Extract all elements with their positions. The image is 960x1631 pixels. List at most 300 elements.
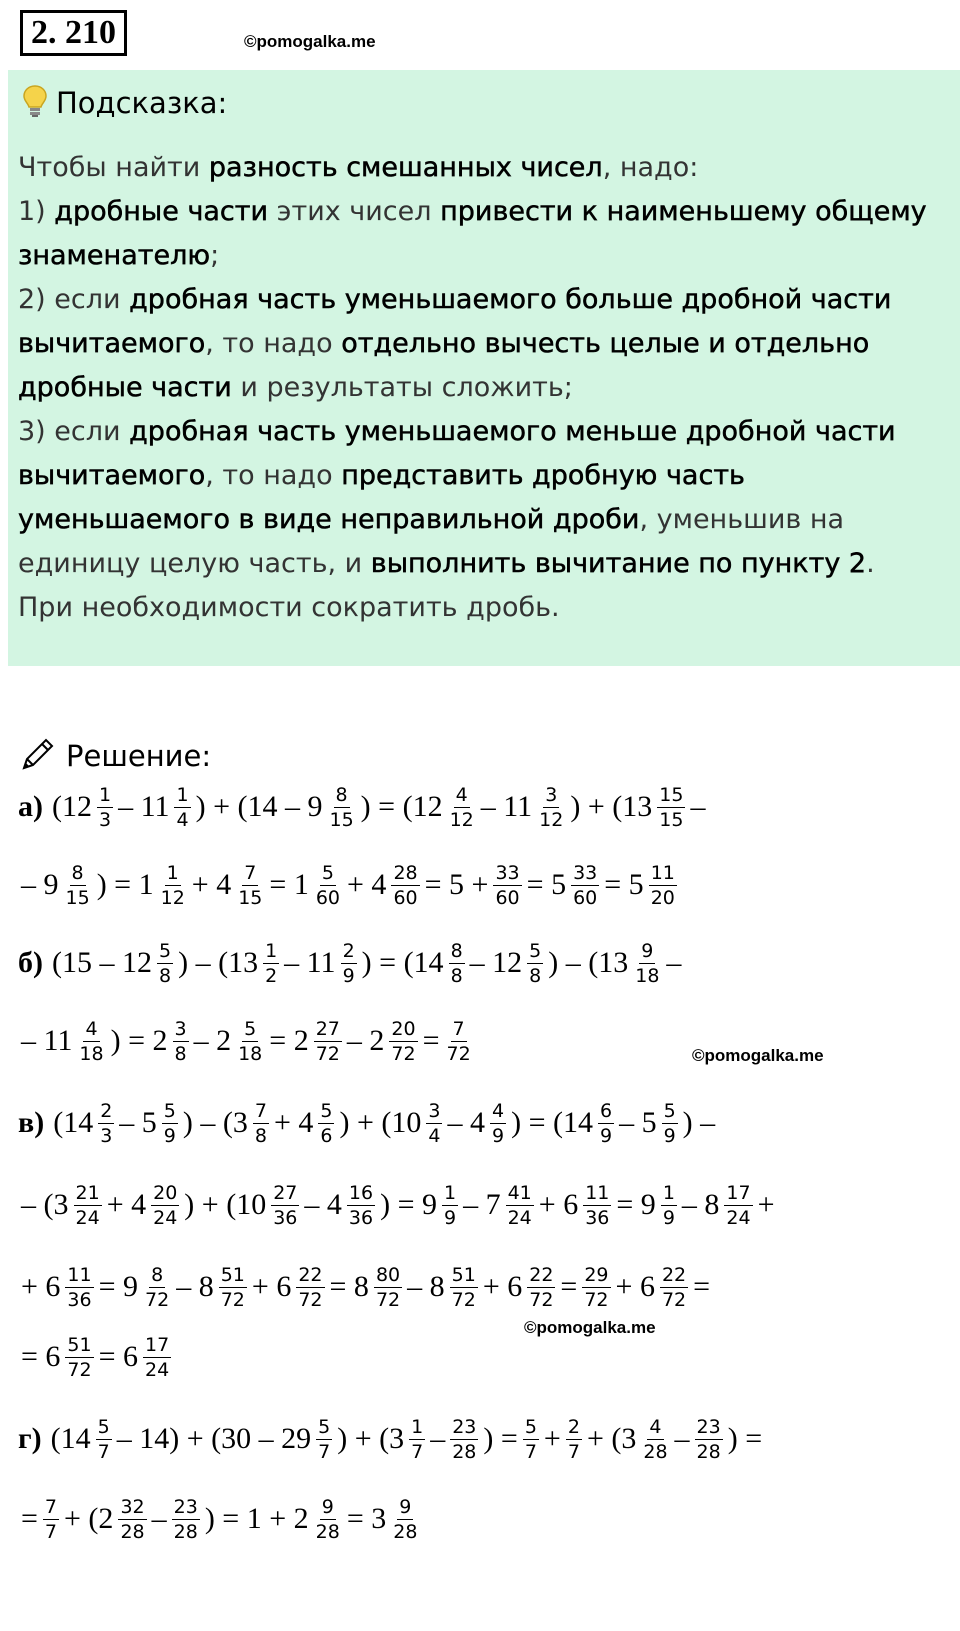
math-text: ) = 9: [380, 1188, 437, 1221]
math-text: – 2: [193, 1024, 232, 1057]
denominator: 4: [428, 1124, 441, 1147]
math-text: – 4: [447, 1106, 485, 1139]
hint-text: , уменьшив на единицу целую часть, и: [18, 504, 845, 579]
math-text: + 6: [615, 1270, 655, 1303]
denominator: 8: [529, 964, 542, 987]
fraction: [724, 1181, 752, 1230]
denominator: 72: [220, 1288, 245, 1311]
solution-line: [18, 1484, 421, 1554]
numerator: 28: [393, 861, 418, 884]
fraction: [263, 939, 279, 988]
fraction: [314, 861, 342, 910]
hint-step-3: [18, 410, 948, 586]
denominator: 60: [393, 886, 418, 909]
fraction: [374, 1263, 402, 1312]
fraction: [162, 1099, 178, 1148]
fraction: [157, 939, 173, 988]
hint-text: этих чисел: [268, 196, 441, 227]
hint-step-1: [18, 190, 948, 278]
denominator: 12: [160, 886, 185, 909]
numerator: 27: [273, 1181, 298, 1204]
denominator: 28: [120, 1520, 145, 1543]
solution-line: [18, 1006, 475, 1076]
fraction: [527, 939, 543, 988]
fraction: [582, 1263, 610, 1312]
numerator: 8: [450, 939, 463, 962]
hint-emphasis: привести к наименьшему общему знаменателю: [18, 196, 927, 271]
math-text: (14: [53, 1106, 94, 1139]
fraction: [571, 861, 599, 910]
math-text: ) = 1 + 2: [204, 1502, 309, 1535]
numerator: 33: [573, 861, 598, 884]
fraction: [649, 861, 677, 910]
numerator: 27: [315, 1017, 340, 1040]
fraction: [318, 1099, 334, 1148]
fraction: [506, 1181, 534, 1230]
math-text: =: [693, 1270, 711, 1303]
numerator: 8: [335, 783, 348, 806]
math-text: – 8: [681, 1188, 720, 1221]
fraction: [661, 1181, 677, 1230]
solution-title: Решение:: [66, 739, 212, 773]
math-text: + 6: [482, 1270, 523, 1303]
denominator: 18: [238, 1042, 263, 1065]
math-text: ) –: [682, 1106, 716, 1139]
math-text: = 5: [526, 868, 567, 901]
fraction: [97, 783, 113, 832]
math-text: –: [666, 946, 682, 979]
numerator: 29: [584, 1263, 609, 1286]
math-text: (15 – 12: [52, 946, 152, 979]
hint-emphasis: дробная часть уменьшаемого меньше дробной части вычитаемого: [18, 416, 896, 491]
fraction: [537, 783, 565, 832]
numerator: 20: [391, 1017, 416, 1040]
math-text: – 8: [407, 1270, 445, 1303]
denominator: 28: [643, 1440, 668, 1463]
math-text: = 3: [346, 1502, 387, 1535]
fraction: [583, 1181, 611, 1230]
denominator: 72: [451, 1288, 476, 1311]
fraction: [490, 1099, 506, 1148]
math-text: ) = 2: [110, 1024, 168, 1057]
hint-text: 2) если: [18, 284, 130, 315]
math-text: (12: [52, 790, 92, 823]
denominator: 72: [584, 1288, 609, 1311]
math-text: = 5: [604, 868, 644, 901]
numerator: 20: [153, 1181, 178, 1204]
fraction: [236, 1017, 264, 1066]
math-text: – 14) + (30 – 29: [116, 1422, 312, 1455]
math-text: – (3: [21, 1188, 69, 1221]
math-text: –: [430, 1422, 446, 1455]
numerator: 51: [451, 1263, 476, 1286]
numerator: 22: [529, 1263, 554, 1286]
fraction: [253, 1099, 269, 1148]
watermark: ©pomogalka.me: [692, 1046, 824, 1065]
denominator: 18: [79, 1042, 104, 1065]
math-text: – 4: [304, 1188, 342, 1221]
fraction: [660, 1263, 688, 1312]
solution-line: [18, 1252, 713, 1322]
math-text: =: [560, 1270, 578, 1303]
hint-text: и результаты сложить;: [231, 372, 573, 403]
numerator: 41: [507, 1181, 532, 1204]
fraction: [695, 1415, 723, 1464]
hint-emphasis: отдельно вычесть целые и отдельно дробные части: [18, 328, 870, 403]
numerator: 15: [659, 783, 684, 806]
numerator: 9: [399, 1495, 412, 1518]
denominator: 72: [391, 1042, 416, 1065]
fraction: [143, 1333, 171, 1382]
denominator: 28: [315, 1520, 340, 1543]
solution-line: [18, 772, 708, 842]
numerator: 1: [176, 783, 189, 806]
hint-text: , то надо: [205, 328, 342, 359]
math-text: +: [757, 1188, 775, 1221]
math-text: – 11: [480, 790, 533, 823]
math-text: = 9: [98, 1270, 139, 1303]
fraction: [77, 1017, 105, 1066]
math-text: + 6: [251, 1270, 292, 1303]
denominator: 7: [567, 1440, 580, 1463]
fraction: [523, 1415, 539, 1464]
numerator: 32: [120, 1495, 145, 1518]
fraction: [391, 861, 419, 910]
fraction: [296, 1263, 324, 1312]
fraction: [236, 861, 264, 910]
watermark: ©pomogalka.me: [524, 1318, 656, 1337]
numerator: 3: [428, 1099, 441, 1122]
denominator: 18: [635, 964, 660, 987]
denominator: 28: [452, 1440, 477, 1463]
fraction: [633, 939, 661, 988]
math-text: = 2: [269, 1024, 309, 1057]
numerator: 51: [67, 1333, 92, 1356]
denominator: 7: [411, 1440, 424, 1463]
denominator: 72: [315, 1042, 340, 1065]
denominator: 7: [524, 1440, 537, 1463]
math-text: ) – (13: [178, 946, 259, 979]
denominator: 9: [163, 1124, 176, 1147]
fraction: [118, 1495, 146, 1544]
numerator: 11: [585, 1181, 610, 1204]
numerator: 7: [44, 1495, 58, 1518]
denominator: 72: [446, 1042, 471, 1065]
fraction: [219, 1263, 247, 1312]
numerator: 6: [599, 1099, 613, 1122]
math-text: ) = (14: [511, 1106, 593, 1139]
fraction: [271, 1181, 299, 1230]
numerator: 1: [265, 939, 278, 962]
numerator: 1: [444, 1181, 457, 1204]
math-text: – 5: [619, 1106, 657, 1139]
fraction: [450, 1263, 478, 1312]
hint-emphasis: представить дробную часть уменьшаемого в виде неправильной дроби: [18, 460, 745, 535]
math-text: ) = (12: [360, 790, 443, 823]
denominator: 12: [449, 808, 474, 831]
numerator: 5: [318, 1415, 331, 1438]
fraction: [74, 1181, 102, 1230]
hint-text: , надо:: [602, 152, 699, 183]
denominator: 24: [726, 1206, 751, 1229]
hint-text: , то надо: [205, 460, 342, 491]
denominator: 7: [44, 1520, 58, 1543]
denominator: 8: [450, 964, 463, 987]
numerator: 23: [452, 1415, 477, 1438]
math-text: ) + (10: [339, 1106, 422, 1139]
math-text: = 6: [21, 1340, 61, 1373]
numerator: 2: [100, 1099, 113, 1122]
denominator: 7: [97, 1440, 110, 1463]
math-text: + (3: [586, 1422, 637, 1455]
lightbulb-icon: [22, 84, 48, 122]
math-text: –: [151, 1502, 167, 1535]
fraction: [426, 1099, 442, 1148]
numerator: 8: [71, 861, 84, 884]
fraction: [662, 1099, 678, 1148]
denominator: 9: [599, 1124, 613, 1147]
fraction: [151, 1181, 179, 1230]
math-text: ) + (14 – 9: [195, 790, 323, 823]
numerator: 4: [491, 1099, 505, 1122]
denominator: 72: [67, 1358, 92, 1381]
numerator: 9: [641, 939, 654, 962]
hint-title: Подсказка:: [56, 86, 228, 120]
fraction: [442, 1181, 458, 1230]
item-label: а): [18, 790, 43, 823]
math-text: + 4: [273, 1106, 314, 1139]
item-label: б): [18, 946, 43, 979]
math-text: ) + (10: [184, 1188, 267, 1221]
fraction: [172, 1495, 200, 1544]
denominator: 2: [265, 964, 278, 987]
denominator: 15: [329, 808, 354, 831]
numerator: 16: [348, 1181, 374, 1204]
numerator: 22: [661, 1263, 687, 1286]
math-text: ) + (3: [337, 1422, 405, 1455]
math-text: – 7: [463, 1188, 501, 1221]
math-text: = 1: [269, 868, 309, 901]
math-text: =: [422, 1024, 440, 1057]
numerator: 3: [174, 1017, 187, 1040]
solution-line: [18, 850, 679, 920]
math-text: = 9: [616, 1188, 656, 1221]
denominator: 15: [65, 886, 90, 909]
numerator: 5: [320, 1099, 333, 1122]
math-text: + 4: [347, 868, 387, 901]
numerator: 33: [495, 861, 520, 884]
math-text: ) + (13: [570, 790, 653, 823]
fraction: [450, 1415, 478, 1464]
math-text: = 8: [329, 1270, 369, 1303]
numerator: 17: [726, 1181, 751, 1204]
numerator: 1: [99, 783, 112, 806]
numerator: 1: [662, 1181, 675, 1204]
hint-text: 1): [18, 196, 55, 227]
denominator: 7: [318, 1440, 331, 1463]
math-text: ) = (14: [361, 946, 444, 979]
fraction: [341, 939, 357, 988]
fraction: [391, 1495, 419, 1544]
math-text: =: [21, 1502, 38, 1535]
denominator: 9: [342, 964, 355, 987]
numerator: 51: [220, 1263, 245, 1286]
denominator: 28: [393, 1520, 418, 1543]
denominator: 72: [661, 1288, 687, 1311]
denominator: 4: [176, 808, 189, 831]
hint-emphasis: разность смешанных чисел: [208, 152, 603, 183]
math-text: + (2: [64, 1502, 114, 1535]
fraction: [347, 1181, 375, 1230]
math-text: – 11: [21, 1024, 73, 1057]
fraction: [327, 783, 355, 832]
fraction: [314, 1495, 342, 1544]
math-text: ) = 1: [96, 868, 154, 901]
denominator: 8: [159, 964, 172, 987]
denominator: 9: [491, 1124, 505, 1147]
fraction: [598, 1099, 614, 1148]
math-text: ) =: [727, 1422, 763, 1455]
denominator: 6: [320, 1124, 333, 1147]
solution-line: [18, 1170, 778, 1240]
math-text: +: [543, 1422, 561, 1455]
math-text: –: [690, 790, 706, 823]
numerator: 23: [173, 1495, 198, 1518]
hint-emphasis: дробная часть уменьшаемого больше дробной части вычитаемого: [18, 284, 892, 359]
denominator: 72: [375, 1288, 401, 1311]
fraction: [43, 1495, 59, 1544]
denominator: 72: [529, 1288, 554, 1311]
math-text: + 6: [538, 1188, 579, 1221]
fraction: [143, 1263, 171, 1312]
hint-paragraph: [18, 146, 948, 190]
hint-step-2: [18, 278, 948, 410]
fraction: [65, 1333, 93, 1382]
denominator: 12: [539, 808, 564, 831]
numerator: 21: [75, 1181, 100, 1204]
solution-line: [18, 1322, 173, 1392]
math-text: –: [674, 1422, 690, 1455]
denominator: 3: [99, 808, 112, 831]
math-text: – 11: [284, 946, 336, 979]
hint-emphasis: дробные части: [54, 196, 269, 227]
fraction: [98, 1099, 114, 1148]
numerator: 2: [567, 1415, 580, 1438]
task-number: 2. 210: [20, 10, 127, 56]
solution-line: [18, 1404, 765, 1474]
hint-emphasis: выполнить вычитание по пункту 2: [370, 548, 867, 579]
numerator: 8: [151, 1263, 164, 1286]
math-text: – 2: [346, 1024, 385, 1057]
denominator: 15: [238, 886, 263, 909]
hint-note: При необходимости сократить дробь.: [18, 592, 560, 623]
math-text: – 8: [176, 1270, 214, 1303]
hint-text: .: [866, 548, 875, 579]
math-text: ) =: [483, 1422, 518, 1455]
denominator: 9: [444, 1206, 457, 1229]
fraction: [527, 1263, 555, 1312]
denominator: 20: [650, 886, 675, 909]
math-text: ) – (13: [548, 946, 629, 979]
denominator: 24: [507, 1206, 532, 1229]
denominator: 24: [145, 1358, 170, 1381]
math-text: – 5: [119, 1106, 157, 1139]
numerator: 3: [545, 783, 558, 806]
numerator: 4: [649, 1415, 662, 1438]
fraction: [174, 783, 190, 832]
numerator: 7: [254, 1099, 267, 1122]
numerator: 5: [524, 1415, 537, 1438]
fraction: [641, 1415, 669, 1464]
numerator: 9: [321, 1495, 334, 1518]
denominator: 8: [254, 1124, 267, 1147]
denominator: 8: [174, 1042, 187, 1065]
math-text: + 4: [106, 1188, 147, 1221]
math-text: = 6: [98, 1340, 139, 1373]
denominator: 24: [75, 1206, 100, 1229]
denominator: 9: [662, 1206, 675, 1229]
math-text: – 11: [118, 790, 170, 823]
fraction: [409, 1415, 425, 1464]
fraction: [96, 1415, 112, 1464]
numerator: 2: [342, 939, 355, 962]
numerator: 4: [455, 783, 468, 806]
fraction: [657, 783, 685, 832]
numerator: 1: [166, 861, 179, 884]
solution-line: [18, 1088, 718, 1158]
numerator: 7: [244, 861, 257, 884]
fraction: [314, 1017, 342, 1066]
denominator: 28: [173, 1520, 198, 1543]
numerator: 5: [159, 939, 172, 962]
numerator: 80: [375, 1263, 401, 1286]
fraction: [448, 783, 476, 832]
numerator: 22: [298, 1263, 323, 1286]
hint-text: ;: [210, 240, 220, 271]
denominator: 9: [663, 1124, 676, 1147]
numerator: 1: [411, 1415, 424, 1438]
numerator: 5: [97, 1415, 110, 1438]
numerator: 5: [321, 861, 334, 884]
math-text: – 12: [469, 946, 523, 979]
denominator: 15: [659, 808, 684, 831]
denominator: 36: [273, 1206, 298, 1229]
math-text: – 9: [21, 868, 59, 901]
hint-header: [22, 84, 227, 122]
hint-text: Чтобы найти: [18, 152, 209, 183]
hint-text: 3) если: [18, 416, 130, 447]
fraction: [316, 1415, 332, 1464]
item-label: в): [18, 1106, 45, 1139]
numerator: 23: [696, 1415, 721, 1438]
denominator: 24: [153, 1206, 178, 1229]
denominator: 72: [298, 1288, 323, 1311]
fraction: [493, 861, 521, 910]
numerator: 17: [145, 1333, 170, 1356]
hint-box: [8, 70, 960, 666]
fraction: [65, 1263, 93, 1312]
denominator: 72: [145, 1288, 170, 1311]
math-text: + 6: [21, 1270, 61, 1303]
solution-line: [18, 928, 684, 998]
denominator: 60: [573, 886, 598, 909]
numerator: 5: [163, 1099, 176, 1122]
denominator: 36: [348, 1206, 374, 1229]
hint-body: [18, 146, 948, 630]
math-text: (14: [50, 1422, 91, 1455]
denominator: 36: [585, 1206, 610, 1229]
numerator: 4: [85, 1017, 98, 1040]
